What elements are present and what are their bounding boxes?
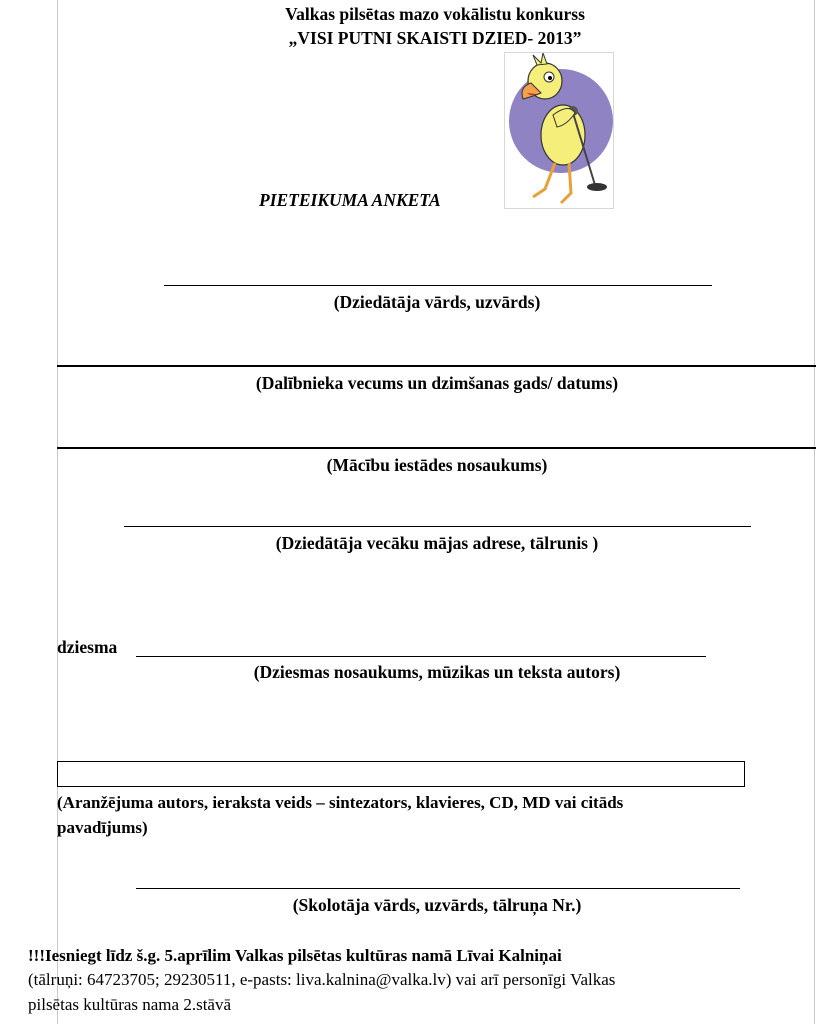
song-label: (Dziesmas nosaukums, mūzikas un teksta autors): [253, 662, 621, 682]
contest-title: Valkas pilsētas mazo vokālistu konkurss: [285, 4, 585, 24]
deadline-notice: !!!Iesniegt līdz š.g. 5.aprīlim Valkas pilsētas kultūras namā Līvai Kalniņai: [28, 946, 562, 965]
school-label: (Mācību iestādes nosaukums): [326, 455, 548, 475]
teacher-line[interactable]: [136, 888, 740, 889]
song-prefix: dziesma: [57, 637, 118, 657]
arrangement-label-line2: pavadījums): [57, 818, 148, 837]
singer-name-line[interactable]: [164, 285, 712, 286]
contacts-line1: (tālruņi: 64723705; 29230511, e-pasts: liva.kalnina@valka.lv) vai arī personīgi Valkas: [28, 970, 616, 989]
form-title: PIETEIKUMA ANKETA: [259, 190, 441, 210]
school-line[interactable]: [57, 447, 816, 449]
address-line[interactable]: [124, 526, 751, 527]
address-label: (Dziedātāja vecāku mājas adrese, tālrunis ): [275, 533, 599, 553]
page-edge-left: [57, 0, 58, 1024]
age-line[interactable]: [57, 365, 816, 367]
arrangement-field[interactable]: [57, 761, 745, 787]
singer-name-label: (Dziedātāja vārds, uzvārds): [333, 292, 541, 312]
arrangement-label-line1: (Aranžējuma autors, ieraksta veids – sintezators, klavieres, CD, MD vai citāds: [57, 793, 624, 812]
song-line[interactable]: [136, 656, 706, 657]
teacher-label: (Skolotāja vārds, uzvārds, tālruņa Nr.): [292, 895, 582, 915]
contacts-line2: pilsētas kultūras nama 2.stāvā: [28, 995, 232, 1014]
singing-bird-icon: [504, 52, 614, 209]
age-label: (Dalībnieka vecums un dzimšanas gads/ datums): [255, 373, 619, 393]
page-edge-right: [814, 0, 815, 1024]
contest-subtitle: „VISI PUTNI SKAISTI DZIED- 2013”: [288, 28, 582, 48]
